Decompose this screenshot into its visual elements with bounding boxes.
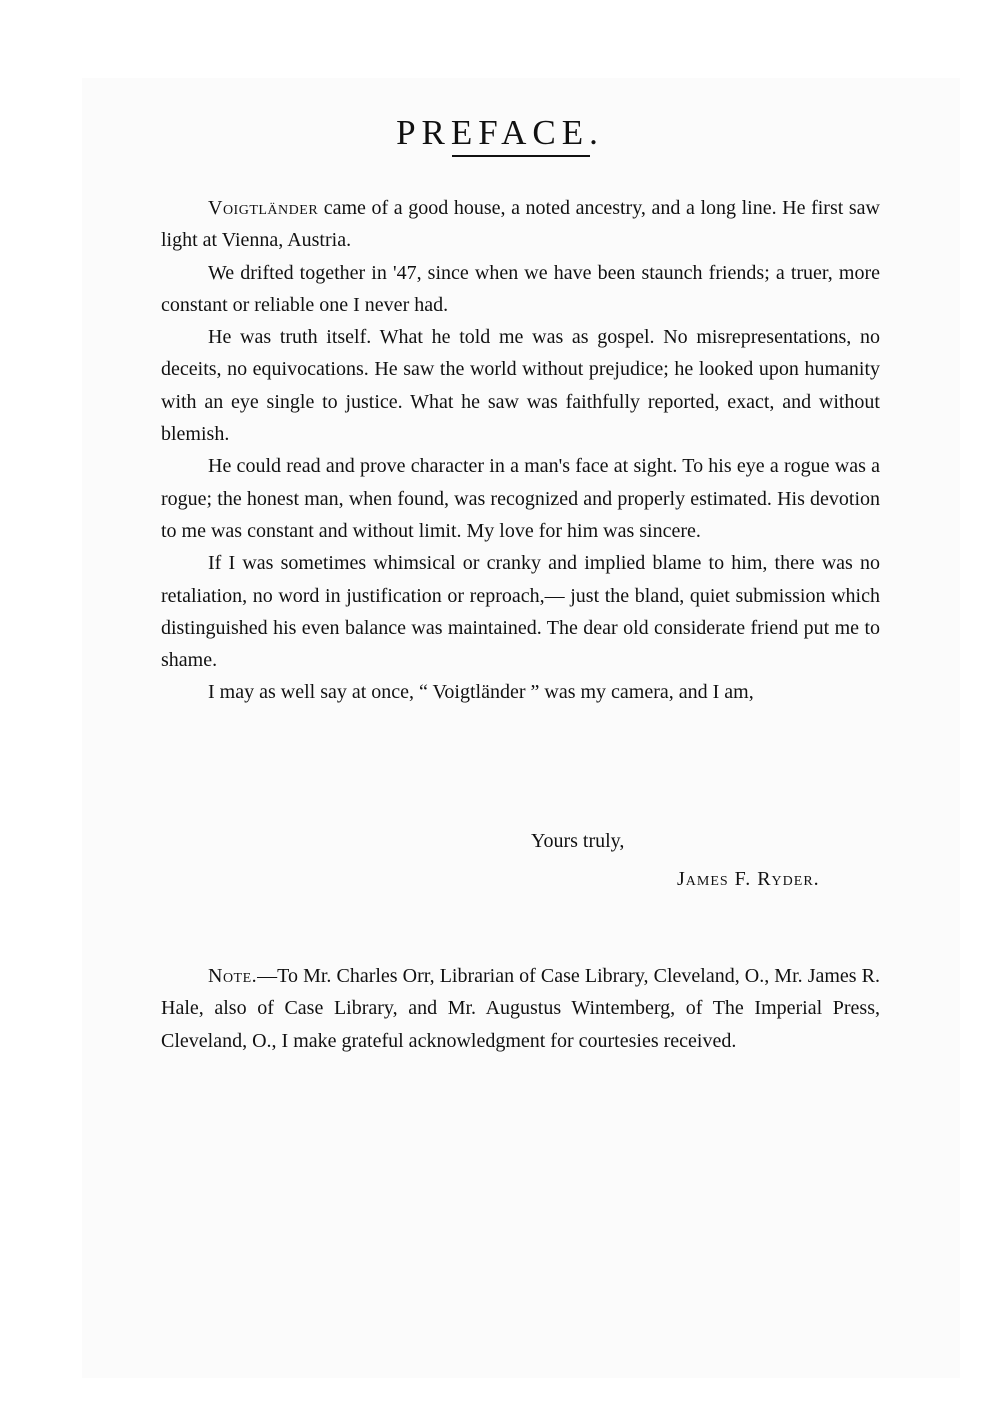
paragraph-6 [161, 676, 880, 708]
page-title: PREFACE. [396, 113, 604, 153]
paragraph-2 [161, 257, 880, 322]
paragraph-3 [161, 321, 880, 450]
signature: James F. Ryder. [677, 868, 820, 890]
paragraph-text: We drifted together in '47, since when we have been staunch friends; a truer, more constant or reliable one I never had. [161, 261, 880, 316]
paragraph-5 [161, 547, 880, 676]
preface-body [161, 192, 880, 709]
closing-salutation: Yours truly, [531, 830, 625, 852]
paragraph-4 [161, 450, 880, 547]
paragraph-text: If I was sometimes whimsical or cranky and implied blame to him, there was no retaliation, no word in justification or reproach,— just the bland, quiet submission which distinguished his even balance was maintained. The dear old considerate friend put me to shame. [161, 552, 880, 672]
note-paragraph [161, 960, 880, 1057]
paragraph-text: He was truth itself. What he told me was as gospel. No misrepresentations, no deceits, no equivocations. He saw the world without prejudice; he looked upon humanity with an eye single to justice. What he saw was faithfully reported, exact, and without blemish. [161, 326, 880, 446]
paragraph-text: I may as well say at once, “ Voigtländer ” was my camera, and I am, [208, 681, 754, 704]
note-lead: Note. [208, 965, 258, 987]
lead-word: Voigtländer [208, 197, 319, 219]
note-text: —To Mr. Charles Orr, Librarian of Case Library, Cleveland, O., Mr. James R. Hale, also of Case Library, and Mr. Augustus Wintemberg, of The Imperial Press, Cleveland, O., I make grateful acknowledgment for courtesies received. [161, 965, 880, 1052]
title-rule [452, 155, 590, 157]
paragraph-1 [161, 192, 880, 257]
paragraph-text: He could read and prove character in a man's face at sight. To his eye a rogue was a rogue; the honest man, when found, was recognized and properly estimated. His devotion to me was constant and without limit. My love for him was sincere. [161, 455, 880, 542]
paragraph-text: came of a good house, a noted ancestry, and a long line. He first saw light at Vienna, Austria. [161, 197, 880, 252]
